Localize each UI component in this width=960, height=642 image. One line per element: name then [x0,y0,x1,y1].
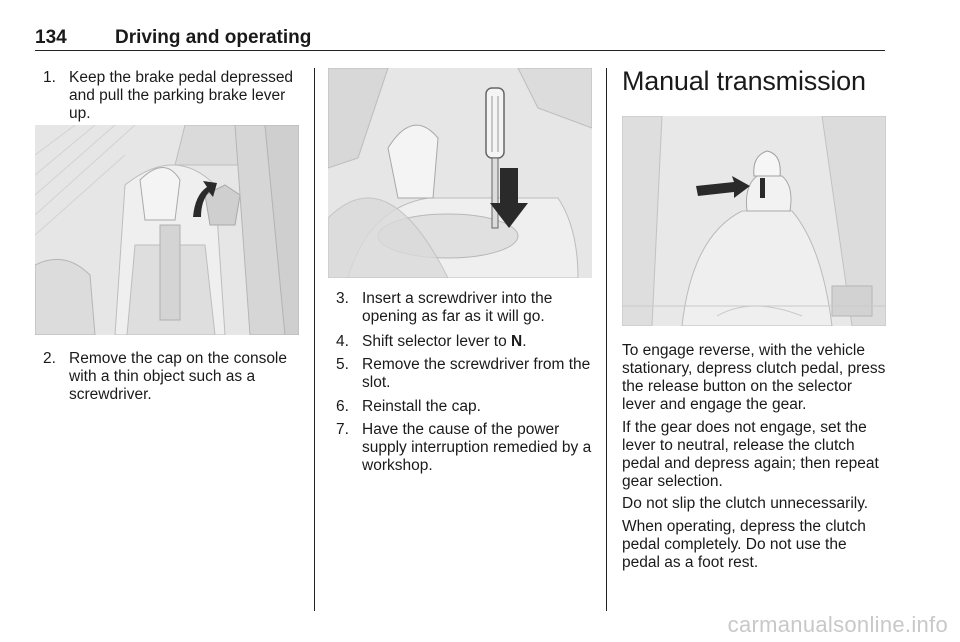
column-divider-2 [606,68,607,611]
step-number: 5. [336,356,349,373]
watermark: carmanualsonline.info [727,612,948,637]
step-number: 3. [336,290,349,307]
step-number: 6. [336,398,349,415]
screwdriver-illustration [328,68,592,278]
gear-lever-illustration [622,116,886,326]
paragraph-gear-not-engage: If the gear does not engage, set the lever to neutral, release the clutch pedal and depress again; then repeat gear selection. [622,419,879,490]
heading-manual-transmission: Manual transmission [622,66,866,96]
page-header [35,27,885,51]
page-number: 134 [35,27,67,48]
step-text: Insert a screwdriver into the opening as far as it will go. [362,290,553,325]
step-text-after: . [522,333,527,350]
step-number: 7. [336,421,349,438]
step-number: 2. [43,350,56,367]
header-rule [35,50,885,51]
column-divider-1 [314,68,315,611]
paragraph-clutch-slip: Do not slip the clutch unnecessarily. [622,495,869,512]
paragraph-reverse: To engage reverse, with the vehicle stationary, depress clutch pedal, press the release button on the selector lever and engage the gear. [622,342,886,413]
step-text [362,333,594,351]
step-text: Keep the brake pedal depressed and pull the parking brake lever up. [69,69,294,122]
step-number: 4. [336,333,349,350]
step-number: 1. [43,69,56,86]
parking-brake-illustration [35,125,299,335]
gear-position-n: N [511,333,523,350]
step-text: Remove the cap on the console with a thin object such as a screwdriver. [69,350,287,403]
step-text: Have the cause of the power supply interruption remedied by a workshop. [362,421,592,474]
paragraph-clutch-pedal: When operating, depress the clutch pedal completely. Do not use the pedal as a foot rest. [622,518,866,571]
step-text-before: Shift selector lever to [362,333,512,350]
step-text: Remove the screwdriver from the slot. [362,356,591,391]
section-title: Driving and operating [115,27,312,48]
step-text: Reinstall the cap. [362,398,481,415]
